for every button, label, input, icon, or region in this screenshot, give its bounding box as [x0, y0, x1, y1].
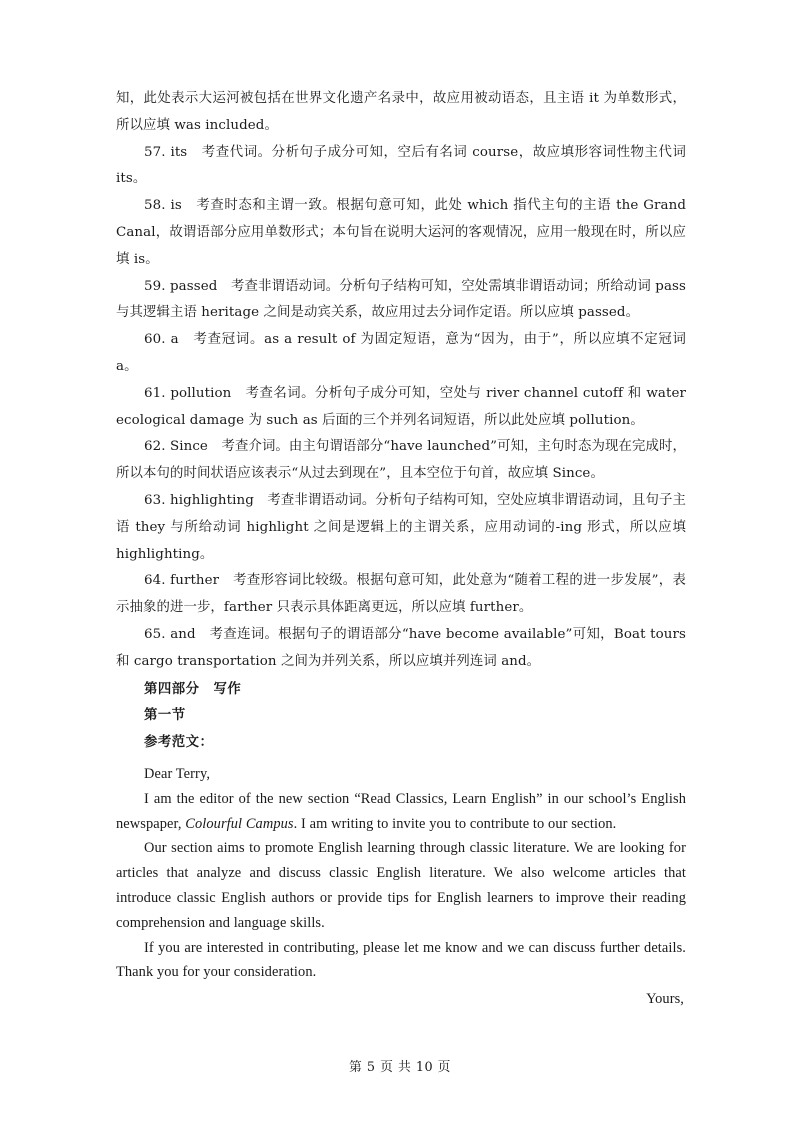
sample-essay-label: 参考范文： [144, 734, 214, 751]
newspaper-name: Colourful Campus [185, 815, 294, 832]
answer-65: 65. and 考查连词。根据句子的谓语部分“have become available”可知，Boat tours 和 cargo transportation 之间为并列关系，所以应填并列连词 and。 [116, 626, 686, 669]
answer-60: 60. a 考查冠词。as a result of 为固定短语，意为“因为，由于”，所以应填不定冠词 a。 [116, 332, 686, 374]
answer-56-continuation: 知，此处表示大运河被包括在世界文化遗产名录中，故应用被动语态，且主语 it 为单数形式，所以应填 was included。 [116, 91, 686, 133]
answer-57: 57. its 考查代词。分析句子成分可知，空后有名词 course，故应填形容词性物主代词 its。 [116, 144, 686, 187]
answer-64: 64. further 考查形容词比较级。根据句意可知，此处意为“随着工程的进一步发展”，表示抽象的进一步，farther 只表示具体距离更远，所以应填 further。 [116, 573, 686, 616]
page-number-footer: 第 5 页 共 10 页 [349, 1060, 451, 1075]
letter-p1-end: . I am writing to invite you to contribute to our section. [293, 815, 617, 832]
letter-closing: Yours, [646, 991, 684, 1008]
letter-greeting: Dear Terry, [144, 765, 211, 782]
page-content [116, 86, 686, 1012]
letter-paragraph-3: If you are interested in contributing, please let me know and we can discuss further details. Thank you for your consideration. [116, 939, 686, 981]
answer-62: 62. Since 考查介词。由主句谓语部分“have launched”可知，主句时态为现在完成时，所以本句的时间状语应该表示“从过去到现在”，且本空位于句首，故应填 Since。 [116, 439, 686, 482]
answer-59: 59. passed 考查非谓语动词。分析句子结构可知，空处需填非谓语动词；所给动词 pass 与其逻辑主语 heritage 之间是动宾关系，故应用过去分词作定语。所以应填 passed。 [116, 278, 686, 321]
answer-58: 58. is 考查时态和主谓一致。根据句意可知，此处 which 指代主句的主语 the Grand Canal，故谓语部分应用单数形式；本句旨在说明大运河的客观情况，应用一般现在时，所以应填 is。 [116, 198, 686, 267]
letter-paragraph-2: Our section aims to promote English learning through classic literature. We are looking for articles that analyze and discuss classic English literature. We also welcome articles that introduce classic English authors or provide tips for English learners to improve their reading comprehension and language skills. [116, 840, 686, 931]
section-heading: 第四部分 写作 [144, 680, 242, 697]
answer-61: 61. pollution 考查名词。分析句子成分可知，空处与 river channel cutoff 和 water ecological damage 为 such as 后面的三个并列名词短语，所以此处应填 pollution。 [116, 385, 686, 428]
answer-63: 63. highlighting 考查非谓语动词。分析句子结构可知，空处应填非谓语动词，且句子主语 they 与所给动词 highlight 之间是逻辑上的主谓关系，应用动词的-ing 形式，所以应填 highlighting。 [116, 492, 686, 562]
letter-paragraph-1 [116, 787, 686, 837]
letter-p1-text: I am the editor of the new section “Read Classics, Learn English” in our school’s English newspaper, [116, 790, 686, 832]
sample-letter [116, 762, 686, 1012]
subsection-heading: 第一节 [144, 707, 186, 724]
